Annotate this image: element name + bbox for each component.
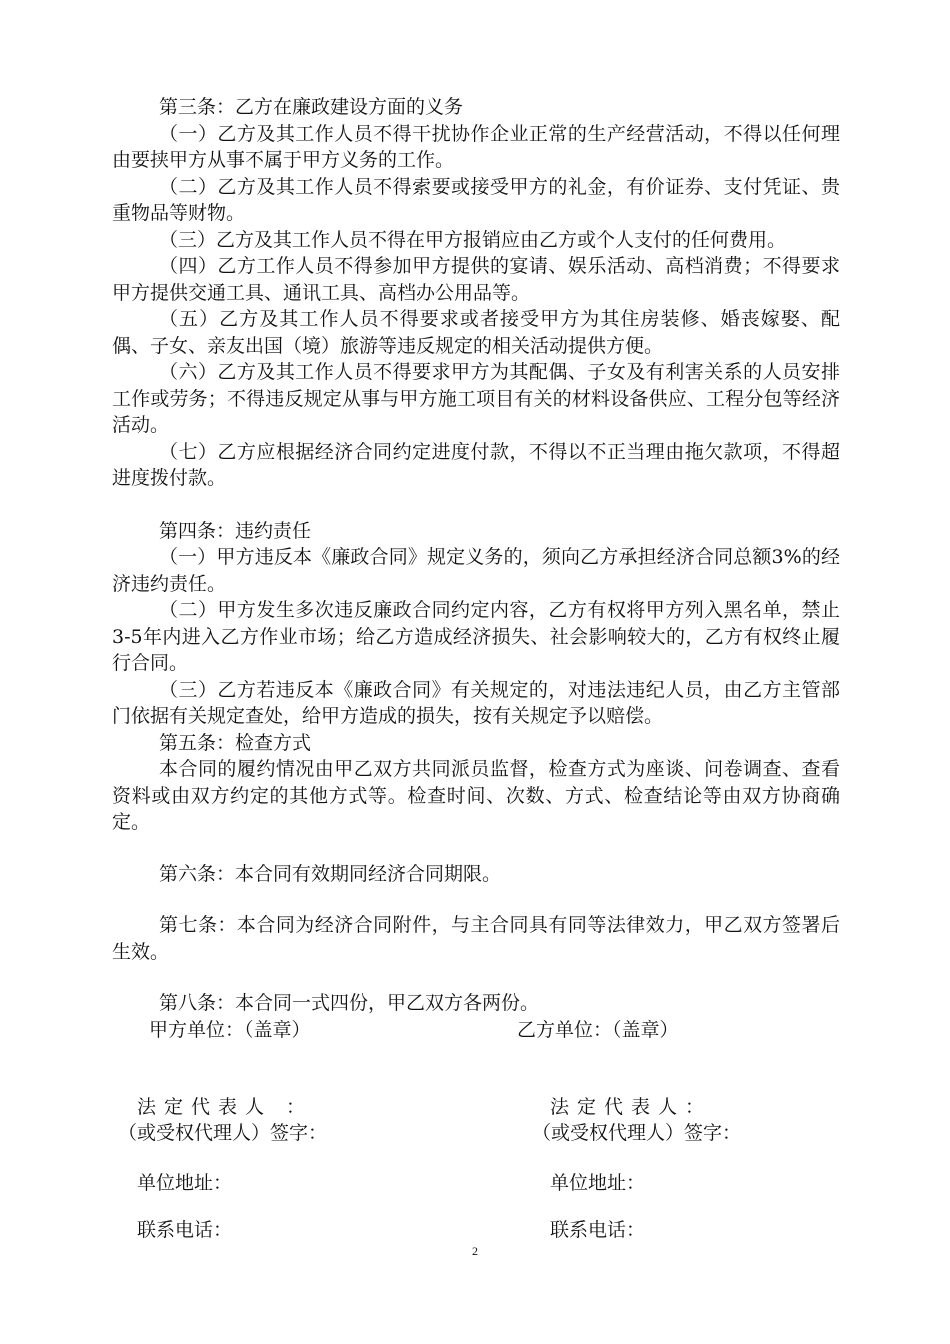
- article7-text: 第七条：本合同为经济合同附件，与主合同具有同等法律效力，甲乙双方签署后生效。: [112, 914, 840, 963]
- article5-heading: 第五条：检查方式: [159, 731, 312, 754]
- party-a-rep-label: 法定代表人 ：: [137, 1096, 314, 1118]
- article3-heading: 第三条：乙方在廉政建设方面的义务: [159, 96, 464, 118]
- party-a-unit-label: 甲方单位：（盖章）: [149, 1019, 311, 1041]
- article4-item-2: （二）甲方发生多次违反廉政合同约定内容，乙方有权将甲方列入黑名单，禁止3-5年内进入乙方作业市场；给乙方造成经济损失、社会影响较大的，乙方有权终止履行合同。: [112, 599, 840, 674]
- article3-item-2: （二）乙方及其工作人员不得索要或接受甲方的礼金，有价证券、支付凭证、贵重物品等财物。: [112, 175, 840, 224]
- party-a-address-label: 单位地址：: [137, 1172, 233, 1194]
- article3-item-5: （五）乙方及其工作人员不得要求或者接受甲方为其住房装修、婚丧嫁娶、配偶、子女、亲友出国（境）旅游等违反规定的相关活动提供方便。: [112, 308, 840, 357]
- article3-item-6: （六）乙方及其工作人员不得要求甲方为其配偶、子女及有利害关系的人员安排工作或劳务；不得违反规定从事与甲方施工项目有关的材料设备供应、工程分包等经济活动。: [112, 361, 840, 436]
- article4-heading: 第四条：违约责任: [159, 519, 312, 542]
- article3-item-3: （三）乙方及其工作人员不得在甲方报销应由乙方或个人支付的任何费用。: [159, 228, 787, 251]
- party-b-agent-sign-label: （或受权代理人）签字：: [532, 1122, 742, 1144]
- party-b-address-label: 单位地址：: [550, 1172, 646, 1194]
- article5-body: 本合同的履约情况由甲乙双方共同派员监督，检查方式为座谈、问卷调查、查看资料或由双方约定的其他方式等。检查时间、次数、方式、检查结论等由双方协商确定。: [112, 758, 840, 833]
- article8-text: 第八条：本合同一式四份，甲乙双方各两份。: [159, 992, 540, 1014]
- party-a-phone-label: 联系电话：: [137, 1219, 233, 1241]
- contract-body: [112, 94, 840, 1017]
- page-number: 2: [472, 1244, 478, 1258]
- party-b-rep-label: 法定代表人：: [550, 1096, 713, 1118]
- article6-text: 第六条：本合同有效期同经济合同期限。: [159, 862, 502, 885]
- article3-item-1: （一）乙方及其工作人员不得干扰协作企业正常的生产经营活动，不得以任何理由要挟甲方从事不属于甲方义务的工作。: [112, 122, 840, 171]
- article3-item-7: （七）乙方应根据经济合同约定进度付款，不得以不正当理由拖欠款项，不得超进度拨付款。: [112, 440, 840, 489]
- party-b-unit-label: 乙方单位：（盖章）: [517, 1019, 679, 1041]
- party-b-phone-label: 联系电话：: [550, 1219, 646, 1241]
- party-a-agent-sign-label: （或受权代理人）签字：: [118, 1122, 328, 1144]
- article4-item-3: （三）乙方若违反本《廉政合同》有关规定的，对违法违纪人员，由乙方主管部门依据有关规定查处，给甲方造成的损失，按有关规定予以赔偿。: [112, 678, 840, 727]
- article4-item-1: （一）甲方违反本《廉政合同》规定义务的，须向乙方承担经济合同总额3%的经济违约责任。: [112, 546, 840, 595]
- article3-item-4: （四）乙方工作人员不得参加甲方提供的宴请、娱乐活动、高档消费；不得要求甲方提供交通工具、通讯工具、高档办公用品等。: [112, 255, 840, 304]
